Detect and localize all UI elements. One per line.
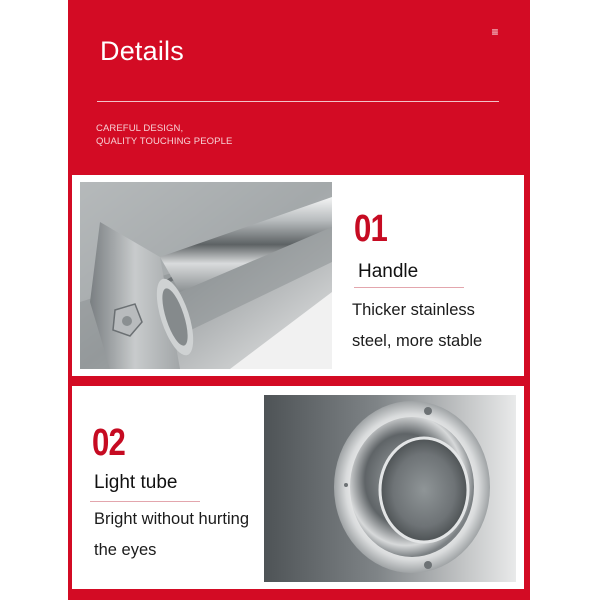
menu-icon[interactable]: ≡ [491,25,499,39]
feature-description [94,504,269,566]
description-line: the eyes [94,541,157,559]
feature-card-handle [72,175,524,376]
header-divider [97,101,499,102]
description-line: Thicker stainless [352,301,475,319]
subtitle-line: QUALITY TOUCHING PEOPLE [96,136,233,147]
detail-panel [68,0,530,600]
subtitle-line: CAREFUL DESIGN, [96,123,184,134]
feature-name: Light tube [94,472,178,493]
description-line: steel, more stable [352,332,483,350]
feature-number: 02 [92,422,126,464]
light-tube-photo [264,395,516,582]
feature-description [352,295,522,357]
stainless-steel-handle-photo [80,182,332,369]
feature-name: Handle [358,261,419,282]
feature-card-light-tube [72,386,524,589]
subtitle [96,122,232,148]
feature-number: 01 [354,208,388,250]
feature-underline [354,287,464,288]
description-line: Bright without hurting [94,510,250,528]
page-title: Details [100,36,184,66]
feature-underline [90,501,200,502]
